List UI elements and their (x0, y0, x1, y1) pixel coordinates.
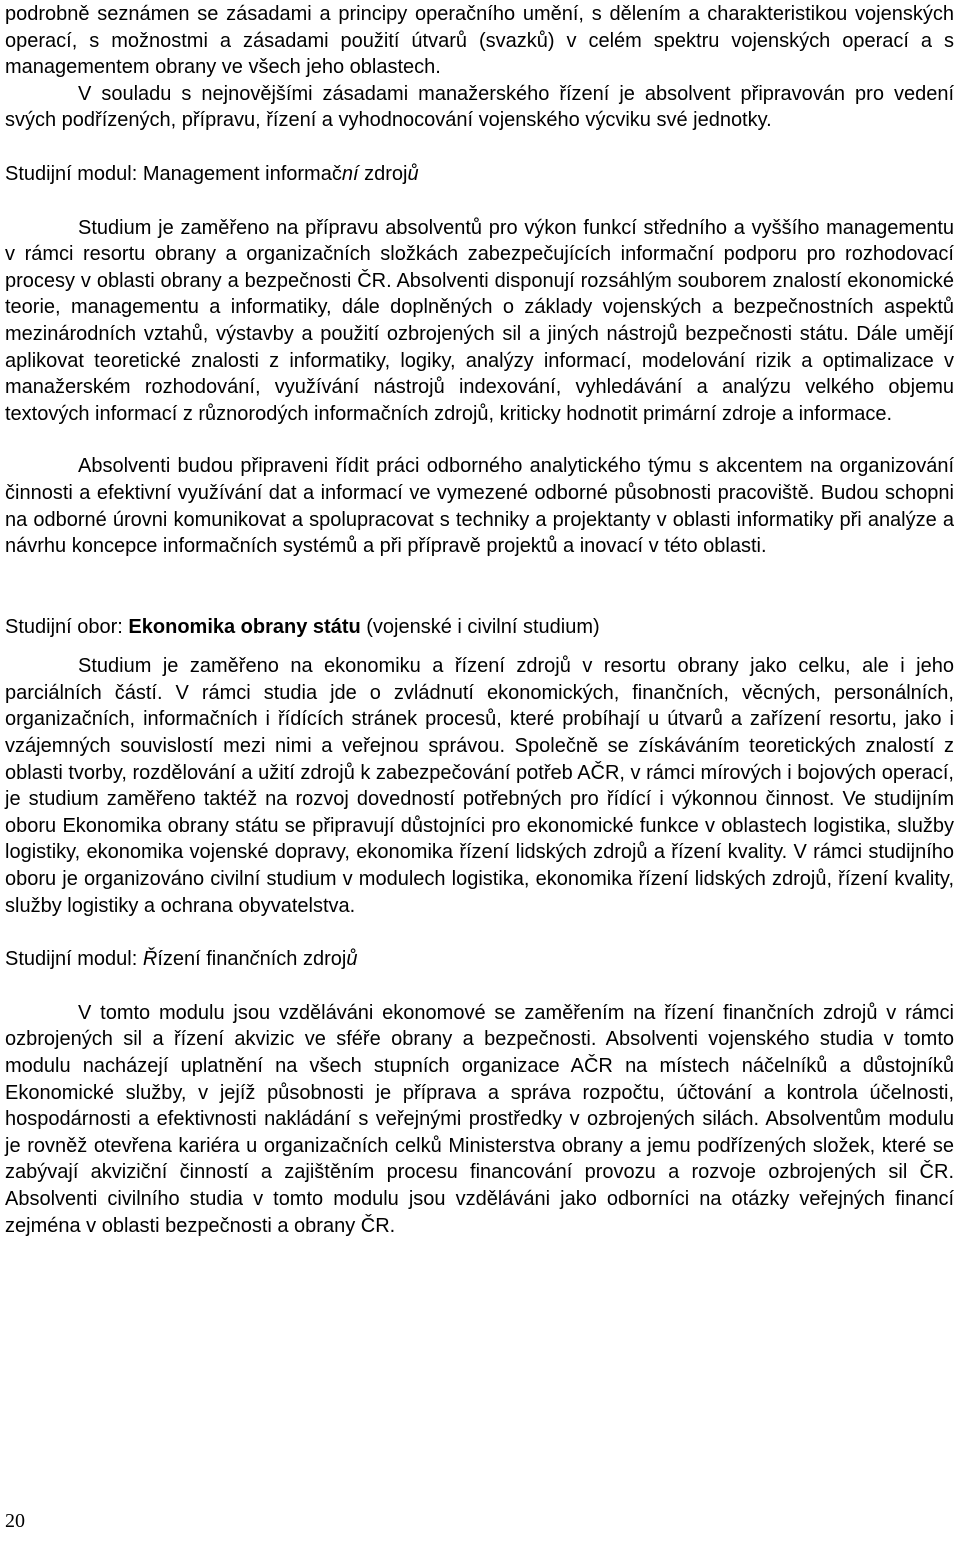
module-information-heading-mid: zdroj (358, 162, 408, 185)
module-finance-heading-mid2: ních zdroj (259, 948, 347, 971)
intro-paragraph-continued: podrobně seznámen se zásadami a principy operačního umění, s dělením a charakteristikou vojenských operací, s možnostmi a zásadami použití útvarů (svazků) v celém spektru vojenských operací a s managementem obrany ve všech jeho oblastech. (5, 3, 954, 79)
field-economics-heading (5, 614, 954, 641)
intro-paragraph-management: V souladu s nejnovějšími zásadami manažerského řízení je absolvent připravován pro vedení svých podřízených, přípravu, řízení a vyhodnocování vojenského výcviku své jednotky. (5, 82, 954, 132)
field-economics-heading-title: Ekonomika obrany státu (128, 615, 361, 638)
module-information-heading-italic-1: ní (341, 162, 359, 185)
module-finance-heading (5, 946, 954, 973)
module-information-paragraph-2: Absolventi budou připraveni řídit práci odborného analytického týmu s akcentem na organizování činnosti a efektivní využívání dat a informací ve vymezené odborné působnosti pracoviště. Budou schopni na odborné úrovni komunikovat a spolupracovat s techniky a projektanty v oblasti informatiky při analýze a návrhu koncepce informačních systémů a při přípravě projektů a inovací v této oblasti. (5, 455, 954, 558)
module-finance-heading-prefix: Studijní modul: (5, 948, 143, 971)
module-finance-paragraph: V tomto modulu jsou vzděláváni ekonomové se zaměřením na řízení finančních zdrojů v rámci ozbrojených sil a řízení akvizic ve sféře obrany a bezpečnosti. Absolventi vojenského studia v tomto modulu nacházejí uplatnění na všech stupních organizace AČR na místech náčelníků a důstojníků Ekonomické služby, v jejíž působnosti je příprava a správa rozpočtu, účtování a kontrola účelnosti, hospodárnosti a efektivnosti nakládání s veřejnými prostředky v ozbrojených silách. Absolventům modulu je rovněž otevřena kariéra u organizačních celků Ministerstva obrany a jemu podřízených složek, které se zabývají akviziční činností a zajištěním procesu financování provozu a rozvoje ozbrojených sil ČR. Absolventi civilního studia v tomto modulu jsou vzděláváni jako odborníci na otázky veřejných financí zejména v oblasti bezpečnosti a obrany ČR. (5, 1001, 954, 1237)
module-information-heading (5, 161, 954, 188)
field-economics-heading-suffix: (vojenské i civilní studium) (360, 615, 600, 638)
module-finance-heading-italic-3: ů (346, 948, 358, 971)
module-information-paragraph-1: Studium je zaměřeno na přípravu absolventů pro výkon funkcí středního a vyššího managementu v rámci resortu obrany a organizačních složkách zabezpečujících informační podporu pro rozhodovací procesy v oblasti obrany a bezpečnosti ČR. Absolventi disponují rozsáhlým souborem znalostí ekonomické teorie, managementu a informatiky, dále doplněných o základy vojenských a bezpečnostních aspektů mezinárodních vztahů, výstavby a použití ozbrojených sil a jiných nástrojů bezpečnosti státu. Dále umějí aplikovat teoretické znalosti z informatiky, logiky, analýzy informací, modelování rizik a optimalizace v manažerském rozhodování, využívání nástrojů indexování, vyhledávání a analýzu velkého objemu textových informací z různorodých informačních zdrojů, kriticky hodnotit primární zdroje a informace. (5, 216, 954, 425)
module-information-heading-italic-2: ů (407, 162, 419, 185)
module-finance-heading-italic-2: č (249, 948, 260, 971)
module-information-heading-prefix: Studijní modul: Management informač (5, 162, 342, 185)
document-page (5, 0, 954, 1239)
field-economics-heading-prefix: Studijní obor: (5, 615, 129, 638)
field-economics-paragraph: Studium je zaměřeno na ekonomiku a řízení zdrojů v resortu obrany jako celku, ale i jeho parciálních částí. V rámci studia jde o zvládnutí ekonomických, finančních, věcných, personálních, organizačních, informačních i řídících stránek procesů, které probíhají u útvarů a zařízení resortu, jako i vzájemných souvislostí mezi nimi a veřejnou správou. Společně se získáváním teoretických znalostí z oblasti tvorby, rozdělování a užití zdrojů k zabezpečování potřeb AČR, v rámci mírových i bojových operací, je studium zaměřeno taktéž na rozvoj dovedností potřebných pro řídící i výkonnou činnost. Ve studijním oboru Ekonomika obrany státu se připravují důstojníci pro ekonomické funkce v oblastech logistika, služby logistiky, ekonomika vojenské dopravy, ekonomika řízení lidských zdrojů a řízení kvality. V rámci studijního oboru je organizováno civilní studium v modulech logistika, ekonomika řízení lidských zdrojů, řízení kvality, služby logistiky a ochrana obyvatelstva. (5, 655, 954, 917)
page-number: 20 (5, 1510, 25, 1532)
module-finance-heading-mid: ízení finan (157, 948, 250, 971)
module-finance-heading-italic-1: Ř (142, 948, 158, 971)
